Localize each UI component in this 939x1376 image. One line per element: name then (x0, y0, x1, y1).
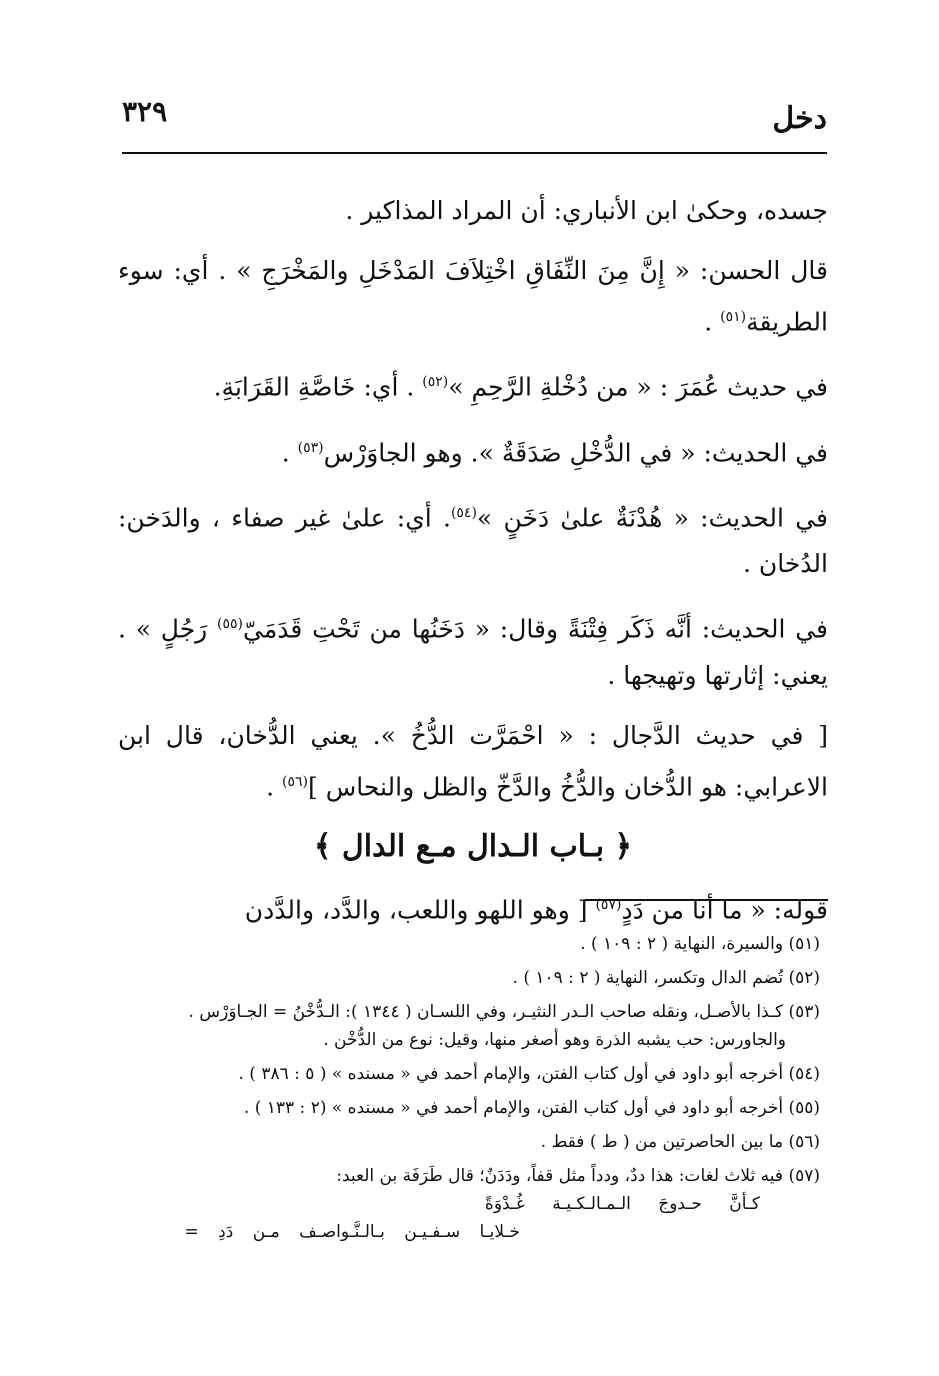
paragraph-4-text: في الحديث: « في الدُّخْلِ صَدَقَةٌ ». وهو الجاوَرْس (323, 437, 828, 467)
paragraph-6-text: في الحديث: أنَّه ذَكَر فِتْنَةً وقال: « دَخَنُها من تَحْتِ قَدَمَيّ (243, 614, 829, 644)
header-rule (122, 152, 827, 154)
paragraph-3-text: في حديث عُمَرَ : « من دُخْلةِ الرَّحِمِ » (448, 372, 828, 402)
footnote-56: (٥٦) ما بين الحاصرتين من ( ط ) فقط . (540, 1132, 820, 1152)
paragraph-4 (118, 425, 828, 476)
paragraph-2-text: قال الحسن: « إِنَّ مِنَ النِّفَاقِ اخْتِلاَفَ المَدْخَلِ والمَخْرَجِ » . أي: سوء الطريقة (118, 256, 828, 337)
paragraph-7-end: . (266, 771, 283, 801)
footnote-53-continuation: والجاورس: حب يشبه الذرة وهو أصغر منها، وقيل: نوع من الدُّخْن . (323, 1030, 786, 1050)
footnote-53-text: (٥٣) كـذا بالأصـل، ونقله صاحب الـدر النثيـر، وفي اللسـان ( ١٣٤٤ ): الـدُّخْنُ = الجـاوَرْس . (188, 1002, 820, 1022)
paragraph-5 (118, 490, 828, 587)
footnote-ref-57: (٥٧) (595, 896, 622, 913)
paragraph-2-end: . (704, 307, 721, 337)
page-header (122, 95, 827, 153)
section-heading: ﴿ بـاب الـدال مـع الدال ﴾ (313, 828, 633, 864)
footnote-ref-54: (٥٤) (450, 504, 477, 521)
footnote-ref-55: (٥٥) (217, 616, 244, 633)
paragraph-5-text: في الحديث: « هُدْنَةٌ علىٰ دَخَنٍ » (476, 503, 828, 533)
paragraph-1-text: جسده، وحكىٰ ابن الأنباري: أن المراد المذاكير . (345, 196, 828, 225)
footnote-rule (585, 899, 828, 901)
footnote-57-text: (٥٧) فيه ثلاث لغات: هذا ددٌ، ودداً مثل قفاً، ودَدَنٌ؛ قال طَرَفَة بن العبد: (336, 1166, 820, 1186)
paragraph-8-text: قوله: « ما أنا من دَدٍ (621, 895, 828, 925)
verse-line-2: خـلايـا سـفـيـن بـالـنَّـواصـف مـن دَدِ = (184, 1222, 520, 1242)
footnote-57 (100, 1162, 820, 1246)
paragraph-8-end: [ وهو اللهو واللعب، والدَّد، والدَّدن (244, 895, 596, 925)
footnote-53 (100, 998, 820, 1054)
footnote-52: (٥٢) تُضم الدال وتكسر، النهاية ( ٢ : ١٠٩ ) . (512, 968, 820, 988)
main-text (118, 188, 828, 947)
paragraph-6-end: رَجُلٍ » . يعني: إثارتها وتهيجها . (118, 614, 828, 690)
footnote-54: (٥٤) أخرجه أبو داود في أول كتاب الفتن، والإمام أحمد في « مسنده » ( ٥ : ٣٨٦ ) . (238, 1064, 820, 1084)
paragraph-4-end: . (281, 437, 298, 467)
footnotes (100, 930, 820, 1252)
footnote-55: (٥٥) أخرجه أبو داود في أول كتاب الفتن، والإمام أحمد في « مسنده » (٢ : ١٣٣ ) . (243, 1098, 820, 1118)
footnote-ref-52: (٥٢) (422, 374, 449, 391)
paragraph-5-end: . أي: علىٰ غير صفاء ، والدَخن: الدُخان . (118, 503, 828, 579)
footnote-51: (٥١) والسيرة، النهاية ( ٢ : ١٠٩ ) . (580, 934, 820, 954)
paragraph-3 (118, 359, 828, 410)
paragraph-7-text: [ في حديث الدَّجال : « احْمَرَّت الدُّخُ ». يعني الدُّخان، قال ابن الاعرابي: هو الدُّخان والدُّخُ والدَّخّ والظل والنحاس ] (118, 720, 828, 801)
paragraph-8 (118, 882, 828, 933)
footnote-ref-53: (٥٣) (297, 439, 324, 456)
footnote-ref-51: (٥١) (720, 309, 747, 325)
paragraph-7 (118, 713, 828, 810)
paragraph-1 (118, 188, 828, 234)
page-number: ٣٢٩ (122, 95, 168, 128)
verse-line-1: كـأنَّ حـدوجَ الـمـالـكـيـة غُـدْوَةً (484, 1194, 760, 1214)
footnote-ref-56: (٥٦) (282, 773, 308, 790)
paragraph-3-end: . أي: خَاصَّةِ القَرَابَةِ. (213, 372, 423, 402)
running-head-word: دخل (772, 101, 827, 136)
paragraph-6 (118, 601, 828, 698)
paragraph-2 (118, 248, 828, 345)
